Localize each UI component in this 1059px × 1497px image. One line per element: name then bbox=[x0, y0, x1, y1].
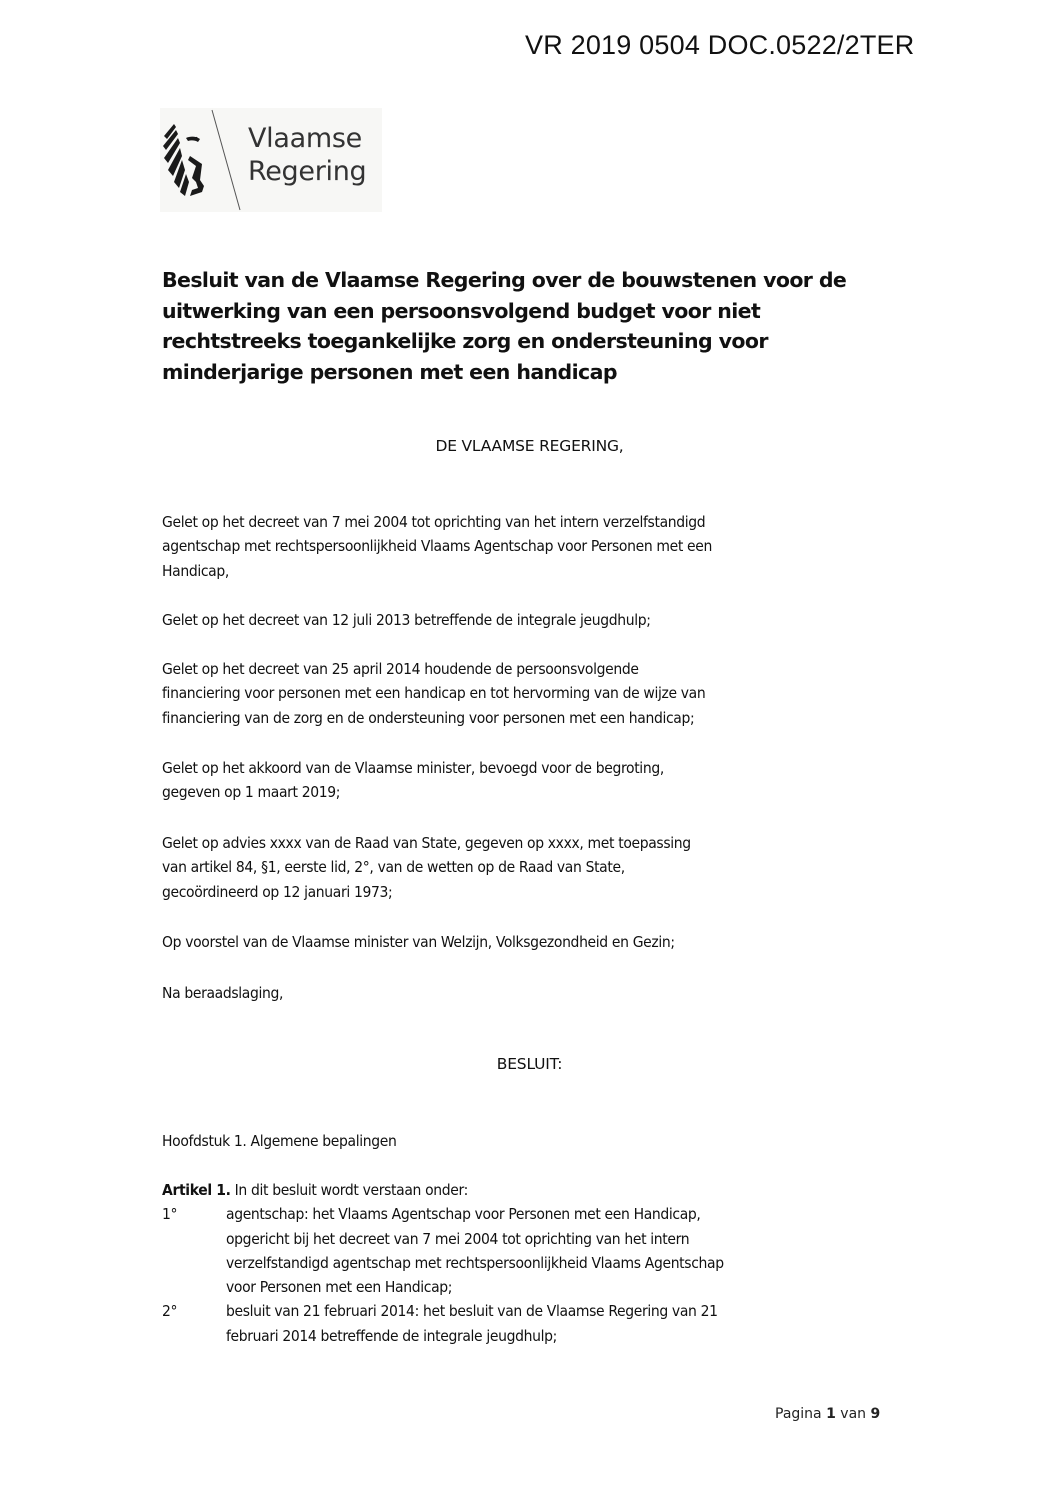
preamble-paragraph-6 bbox=[162, 930, 907, 954]
item-number: 1° bbox=[162, 1205, 178, 1224]
document-title bbox=[162, 265, 922, 387]
text-line: Gelet op het decreet van 7 mei 2004 tot oprichting van het intern verzelfstandigd bbox=[162, 513, 706, 531]
text-line: Gelet op het decreet van 12 juli 2013 betreffende de integrale jeugdhulp; bbox=[162, 611, 651, 629]
text-line: Gelet op het decreet van 25 april 2014 houdende de persoonsvolgende bbox=[162, 660, 639, 678]
page-current: 1 bbox=[826, 1406, 836, 1422]
article-label: Artikel 1. bbox=[162, 1181, 231, 1199]
text-line: financiering van de zorg en de ondersteuning voor personen met een handicap; bbox=[162, 708, 695, 727]
item-number: 2° bbox=[162, 1302, 178, 1321]
text-line: Handicap, bbox=[162, 561, 229, 580]
definition-item bbox=[162, 1202, 907, 1299]
page-of-label: van bbox=[840, 1406, 867, 1422]
logo-line-1: Vlaamse bbox=[248, 123, 362, 154]
article-intro: In dit besluit wordt verstaan onder: bbox=[230, 1181, 468, 1199]
chapter-title-text: Hoofdstuk 1. Algemene bepalingen bbox=[162, 1132, 397, 1150]
text-line: Gelet op advies xxxx van de Raad van State, gegeven op xxxx, met toepassing bbox=[162, 834, 691, 852]
text-line: van artikel 84, §1, eerste lid, 2°, van de wetten op de Raad van State, bbox=[162, 858, 625, 877]
text-line: voor Personen met een Handicap; bbox=[226, 1278, 453, 1297]
preamble-paragraph-5 bbox=[162, 831, 907, 904]
definition-item bbox=[162, 1299, 907, 1348]
vlaamse-regering-logo bbox=[160, 108, 382, 212]
page-label: Pagina bbox=[775, 1406, 822, 1422]
title-line: uitwerking van een persoonsvolgend budget voor niet bbox=[162, 298, 761, 323]
preamble-paragraph-2 bbox=[162, 608, 907, 632]
page-number bbox=[775, 1406, 880, 1422]
article-heading bbox=[162, 1178, 907, 1202]
page-total: 9 bbox=[870, 1406, 881, 1422]
preamble-paragraph-7 bbox=[162, 981, 907, 1005]
text-line: agentschap: het Vlaams Agentschap voor Personen met een Handicap, bbox=[226, 1205, 701, 1224]
title-line: rechtstreeks toegankelijke zorg en ondersteuning voor bbox=[162, 329, 768, 353]
preamble-heading: DE VLAAMSE REGERING, bbox=[435, 437, 624, 455]
text-line: februari 2014 betreffende de integrale jeugdhulp; bbox=[226, 1326, 557, 1345]
document-reference: VR 2019 0504 DOC.0522/2TER bbox=[525, 30, 915, 60]
chapter-title bbox=[162, 1129, 907, 1153]
preamble-paragraph-1 bbox=[162, 510, 907, 583]
preamble-paragraph-4 bbox=[162, 756, 907, 805]
text-line: gegeven op 1 maart 2019; bbox=[162, 783, 341, 802]
text-line: Gelet op het akkoord van de Vlaamse minister, bevoegd voor de begroting, bbox=[162, 759, 664, 777]
text-line: opgericht bij het decreet van 7 mei 2004 tot oprichting van het intern bbox=[226, 1229, 690, 1248]
logo-line-2: Regering bbox=[248, 156, 367, 187]
text-line: Na beraadslaging, bbox=[162, 984, 284, 1002]
text-line: besluit van 21 februari 2014: het besluit van de Vlaamse Regering van 21 bbox=[226, 1302, 718, 1321]
preamble-paragraph-3 bbox=[162, 657, 907, 730]
text-line: agentschap met rechtspersoonlijkheid Vlaams Agentschap voor Personen met een bbox=[162, 537, 713, 556]
text-line: verzelfstandigd agentschap met rechtspersoonlijkheid Vlaams Agentschap bbox=[226, 1253, 724, 1272]
text-line: financiering voor personen met een handicap en tot hervorming van de wijze van bbox=[162, 684, 706, 703]
title-line: Besluit van de Vlaamse Regering over de bouwstenen voor de bbox=[162, 268, 847, 292]
text-line: Op voorstel van de Vlaamse minister van Welzijn, Volksgezondheid en Gezin; bbox=[162, 933, 675, 951]
text-line: gecoördineerd op 12 januari 1973; bbox=[162, 882, 393, 901]
flemish-lion-icon bbox=[160, 108, 248, 212]
article-1 bbox=[162, 1178, 907, 1348]
title-line: minderjarige personen met een handicap bbox=[162, 359, 617, 384]
decision-heading: BESLUIT: bbox=[496, 1055, 563, 1073]
